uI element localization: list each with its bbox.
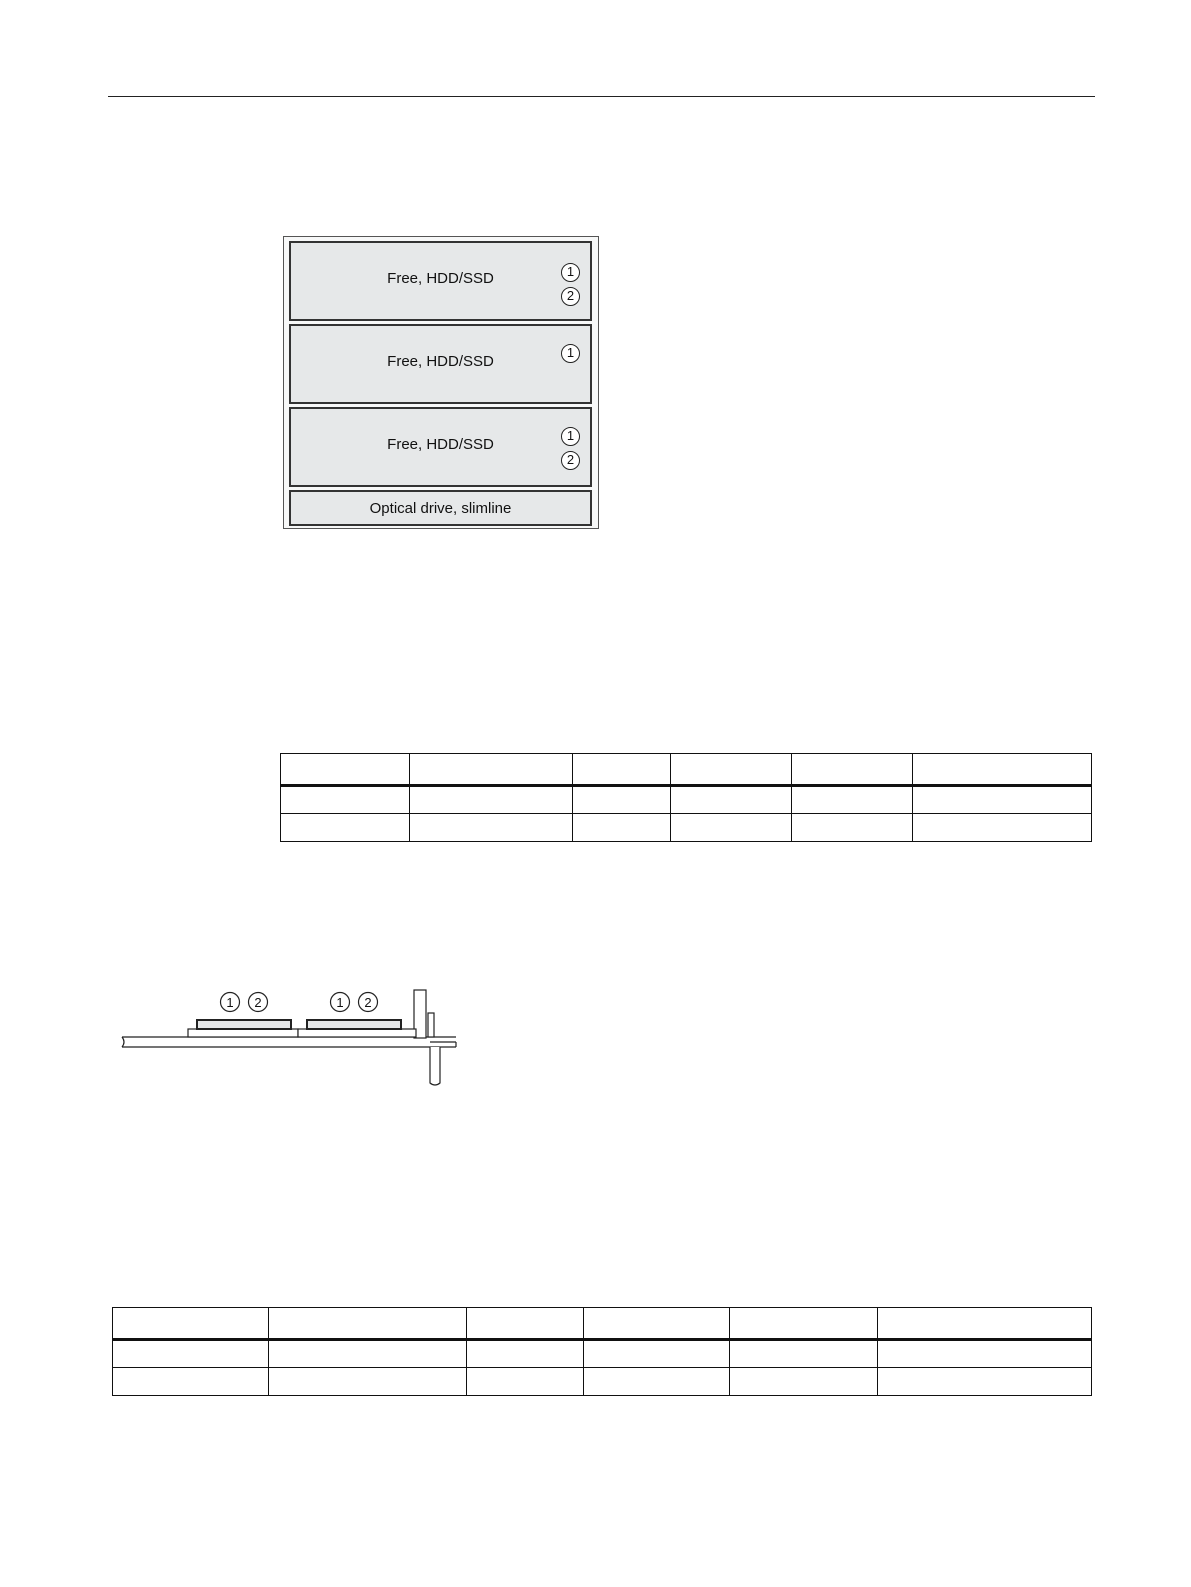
table-1: [280, 753, 1092, 842]
table-cell: [583, 1308, 730, 1340]
table-cell: [281, 786, 410, 814]
drive-bay-diagram: [283, 236, 599, 529]
table-cell: [583, 1368, 730, 1396]
optical-drive-bay: [289, 490, 592, 526]
bracket-foot: [430, 1047, 440, 1085]
table-cell: [409, 814, 572, 842]
table-cell: [670, 786, 792, 814]
table-cell: [878, 1368, 1092, 1396]
bay-label: Free, HDD/SSD: [387, 353, 494, 370]
table-cell: [572, 814, 670, 842]
table-cell: [583, 1340, 730, 1368]
table-cell: [409, 786, 572, 814]
table-cell: [670, 754, 792, 786]
table-cell: [113, 1368, 269, 1396]
bay-label: Free, HDD/SSD: [387, 436, 494, 453]
carrier-1: [188, 1029, 298, 1037]
table-cell: [572, 754, 670, 786]
table-cell: [670, 814, 792, 842]
table-cell: [913, 786, 1092, 814]
marker-2: 2: [561, 287, 580, 306]
module-2: [307, 1020, 401, 1029]
bay-label: Optical drive, slimline: [369, 500, 512, 517]
base-plate-break: [122, 1037, 124, 1047]
carrier-2: [298, 1029, 416, 1037]
bracket-clip: [428, 1013, 434, 1037]
marker-1: 1: [561, 263, 580, 282]
marker-2: 2: [364, 995, 372, 1010]
drive-bay-2: [289, 324, 592, 404]
marker-1: 1: [561, 427, 580, 446]
table-cell: [913, 814, 1092, 842]
table-2: [112, 1307, 1092, 1396]
table-cell: [730, 1340, 878, 1368]
table-cell: [792, 786, 913, 814]
table-cell: [730, 1368, 878, 1396]
table-cell: [572, 786, 670, 814]
table-cell: [466, 1340, 583, 1368]
table-cell: [792, 754, 913, 786]
table-cell: [730, 1308, 878, 1340]
table-row: [113, 1340, 1092, 1368]
table-row: [281, 814, 1092, 842]
header-rule: [108, 96, 1095, 97]
table-cell: [878, 1340, 1092, 1368]
table-cell: [268, 1308, 466, 1340]
table-cell: [113, 1308, 269, 1340]
table-cell: [268, 1368, 466, 1396]
table-cell: [409, 754, 572, 786]
marker-1: 1: [226, 995, 234, 1010]
table-header-row: [281, 754, 1092, 786]
table-cell: [466, 1368, 583, 1396]
drive-bay-3: [289, 407, 592, 487]
drive-bay-1: [289, 241, 592, 321]
table-cell: [281, 754, 410, 786]
table-cell: [281, 814, 410, 842]
side-view-drawing: [110, 985, 470, 1090]
marker-1: 1: [336, 995, 344, 1010]
side-view-diagram: [110, 985, 470, 1095]
table-cell: [878, 1308, 1092, 1340]
table-cell: [913, 754, 1092, 786]
table-cell: [268, 1340, 466, 1368]
table-cell: [113, 1340, 269, 1368]
bay-label: Free, HDD/SSD: [387, 270, 494, 287]
module-1: [197, 1020, 291, 1029]
table-cell: [466, 1308, 583, 1340]
marker-1: 1: [561, 344, 580, 363]
table-row: [281, 786, 1092, 814]
table-cell: [792, 814, 913, 842]
marker-2: 2: [561, 451, 580, 470]
marker-2: 2: [254, 995, 262, 1010]
table-header-row: [113, 1308, 1092, 1340]
table-row: [113, 1368, 1092, 1396]
